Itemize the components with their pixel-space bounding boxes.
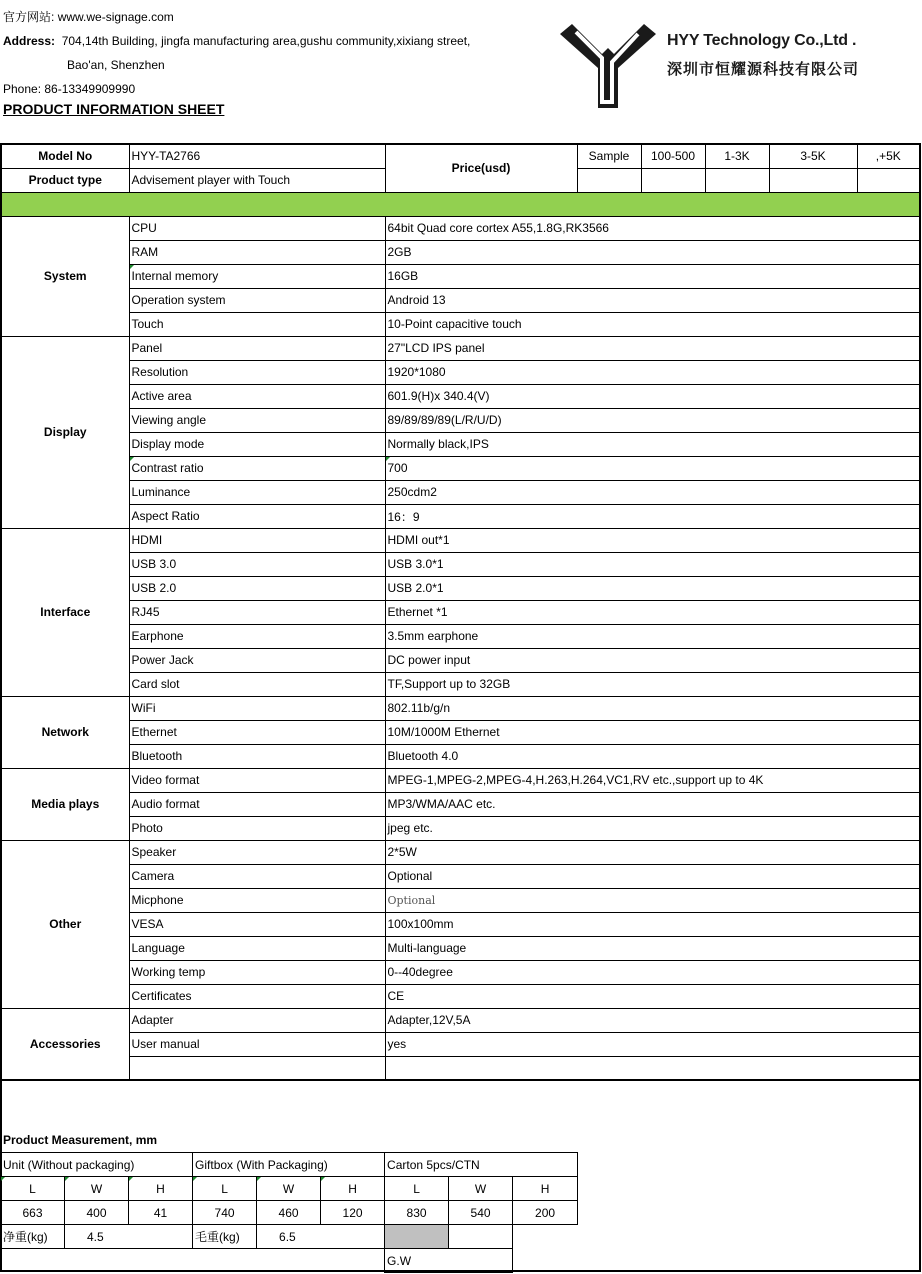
spec-value: 16：9 (385, 504, 920, 528)
dim-value: 460 (257, 1201, 321, 1225)
spec-value: Ethernet *1 (385, 600, 920, 624)
website-line (3, 10, 174, 24)
spec-row (1, 936, 920, 960)
type-value: Advisement player with Touch (129, 168, 385, 192)
grey-cell (385, 1225, 449, 1249)
website-link[interactable]: www.we-signage.com (57, 10, 174, 24)
company-name-cn: 深圳市恒耀源科技有限公司 (667, 61, 860, 78)
spec-value: Optional (385, 888, 920, 912)
spec-name: Card slot (129, 672, 385, 696)
spec-value: TF,Support up to 32GB (385, 672, 920, 696)
spec-row (1, 456, 920, 480)
gross-weight-label: 毛重(kg) (193, 1225, 257, 1249)
spec-value: Adapter,12V,5A (385, 1008, 920, 1032)
spec-row (1, 960, 920, 984)
spec-row (1, 576, 920, 600)
spec-value: Android 13 (385, 288, 920, 312)
price-cell (577, 168, 641, 192)
dim-value: 740 (193, 1201, 257, 1225)
spec-value: USB 3.0*1 (385, 552, 920, 576)
spec-name: RJ45 (129, 600, 385, 624)
spec-value: 601.9(H)x 340.4(V) (385, 384, 920, 408)
spec-name: Operation system (129, 288, 385, 312)
spec-row (1, 408, 920, 432)
spec-name: Audio format (129, 792, 385, 816)
spec-name: Power Jack (129, 648, 385, 672)
spec-value: Bluetooth 4.0 (385, 744, 920, 768)
spec-row (1, 384, 920, 408)
spec-name: Panel (129, 336, 385, 360)
spec-value: 1920*1080 (385, 360, 920, 384)
spec-row (1, 240, 920, 264)
spec-row (1, 696, 920, 720)
spec-value: MPEG-1,MPEG-2,MPEG-4,H.263,H.264,VC1,RV etc.,support up to 4K (385, 768, 920, 792)
dim-label: L (385, 1177, 449, 1201)
spec-name: WiFi (129, 696, 385, 720)
dim-value: 540 (449, 1201, 513, 1225)
spec-row (1, 528, 920, 552)
price-tier-3-5k: 3-5K (769, 144, 857, 168)
measurement-table (0, 1152, 578, 1273)
spec-row (1, 480, 920, 504)
spec-name: Aspect Ratio (129, 504, 385, 528)
spec-row (1, 672, 920, 696)
category-display: Display (1, 336, 129, 528)
spec-row (1, 984, 920, 1008)
spec-value: Normally black,IPS (385, 432, 920, 456)
spec-value: MP3/WMA/AAC etc. (385, 792, 920, 816)
price-cell (769, 168, 857, 192)
spec-row (1, 648, 920, 672)
category-other: Other (1, 840, 129, 1008)
spec-name: RAM (129, 240, 385, 264)
spec-name: USB 2.0 (129, 576, 385, 600)
spec-name: Camera (129, 864, 385, 888)
spec-value: 700 (385, 456, 920, 480)
spec-value: 89/89/89/89(L/R/U/D) (385, 408, 920, 432)
price-tier-sample: Sample (577, 144, 641, 168)
category-accessories: Accessories (1, 1008, 129, 1080)
company-logo-icon (558, 12, 658, 112)
dim-value: 120 (321, 1201, 385, 1225)
net-weight-value: 4.5 (65, 1225, 193, 1249)
dim-label: W (65, 1177, 129, 1201)
net-weight-label: 净重(kg) (1, 1225, 65, 1249)
dim-label: H (321, 1177, 385, 1201)
price-cell (857, 168, 920, 192)
address-label: Address: (3, 34, 56, 48)
spec-name: Speaker (129, 840, 385, 864)
spec-row (1, 816, 920, 840)
spec-value: HDMI out*1 (385, 528, 920, 552)
section-divider (1, 192, 920, 216)
spec-name (129, 1056, 385, 1080)
spec-row (1, 600, 920, 624)
spec-value: DC power input (385, 648, 920, 672)
spec-row (1, 888, 920, 912)
spec-value: CE (385, 984, 920, 1008)
category-system: System (1, 216, 129, 336)
price-tier-100-500: 100-500 (641, 144, 705, 168)
spec-name: User manual (129, 1032, 385, 1056)
spec-value: 2GB (385, 240, 920, 264)
spec-row (1, 720, 920, 744)
spec-name: Working temp (129, 960, 385, 984)
spec-value: 27"LCD IPS panel (385, 336, 920, 360)
spec-row (1, 624, 920, 648)
dim-value: 663 (1, 1201, 65, 1225)
spec-name: Micphone (129, 888, 385, 912)
spec-row (1, 312, 920, 336)
spec-name: Resolution (129, 360, 385, 384)
spec-name: HDMI (129, 528, 385, 552)
type-label: Product type (1, 168, 129, 192)
spec-name: Active area (129, 384, 385, 408)
spec-value: Multi-language (385, 936, 920, 960)
spec-name: VESA (129, 912, 385, 936)
dim-value: 400 (65, 1201, 129, 1225)
spec-row (1, 1056, 920, 1080)
spec-row (1, 768, 920, 792)
spec-name: Contrast ratio (129, 456, 385, 480)
spec-row (1, 264, 920, 288)
spec-value: 3.5mm earphone (385, 624, 920, 648)
price-tier-1-3k: 1-3K (705, 144, 769, 168)
spec-row (1, 864, 920, 888)
price-tier-5k-plus: ,+5K (857, 144, 920, 168)
gw-label: G.W (385, 1249, 513, 1273)
model-label: Model No (1, 144, 129, 168)
spec-value: 10M/1000M Ethernet (385, 720, 920, 744)
spec-name: CPU (129, 216, 385, 240)
spec-value: 64bit Quad core cortex A55,1.8G,RK3566 (385, 216, 920, 240)
spec-row (1, 216, 920, 240)
spec-value (385, 1056, 920, 1080)
dim-value: 200 (513, 1201, 578, 1225)
carton-group-label: Carton 5pcs/CTN (385, 1153, 578, 1177)
empty-cell (1, 1249, 385, 1273)
spec-row (1, 840, 920, 864)
spec-name: Display mode (129, 432, 385, 456)
spec-row (1, 552, 920, 576)
dim-label: W (257, 1177, 321, 1201)
price-cell (641, 168, 705, 192)
gross-weight-value: 6.5 (257, 1225, 385, 1249)
dim-label: L (193, 1177, 257, 1201)
spec-name: Video format (129, 768, 385, 792)
spec-name: Internal memory (129, 264, 385, 288)
spec-name: Earphone (129, 624, 385, 648)
phone-line: Phone: 86-13349909990 (3, 82, 136, 96)
dim-value: 41 (129, 1201, 193, 1225)
model-value: HYY-TA2766 (129, 144, 385, 168)
address-line-2: Bao'an, Shenzhen (67, 58, 165, 72)
dim-label: H (129, 1177, 193, 1201)
spec-name: Adapter (129, 1008, 385, 1032)
empty-cell (449, 1225, 513, 1249)
sheet-title: PRODUCT INFORMATION SHEET (3, 101, 225, 117)
spec-name: Viewing angle (129, 408, 385, 432)
spec-name: Luminance (129, 480, 385, 504)
spec-name: Language (129, 936, 385, 960)
empty-cell (513, 1225, 578, 1249)
spec-value: jpeg etc. (385, 816, 920, 840)
dim-label: H (513, 1177, 578, 1201)
spec-row (1, 792, 920, 816)
spec-name: Ethernet (129, 720, 385, 744)
empty-cell (513, 1249, 578, 1273)
price-cell (705, 168, 769, 192)
spec-name: Certificates (129, 984, 385, 1008)
spec-row (1, 432, 920, 456)
spec-value: 2*5W (385, 840, 920, 864)
spec-row (1, 336, 920, 360)
spec-value: 802.11b/g/n (385, 696, 920, 720)
dim-label: W (449, 1177, 513, 1201)
address-text-1: 704,14th Building, jingfa manufacturing area,gushu community,xixiang street, (61, 34, 471, 48)
spec-name: Photo (129, 816, 385, 840)
spec-row (1, 288, 920, 312)
address-line (3, 34, 470, 48)
giftbox-group-label: Giftbox (With Packaging) (193, 1153, 385, 1177)
unit-group-label: Unit (Without packaging) (1, 1153, 193, 1177)
spec-row (1, 1008, 920, 1032)
company-name-en: HYY Technology Co.,Ltd . (667, 32, 857, 49)
spec-row (1, 504, 920, 528)
spec-value: 0--40degree (385, 960, 920, 984)
measurement-title: Product Measurement, mm (3, 1133, 158, 1147)
spec-value: 250cdm2 (385, 480, 920, 504)
spec-value: USB 2.0*1 (385, 576, 920, 600)
spec-value: yes (385, 1032, 920, 1056)
spec-row (1, 912, 920, 936)
dim-label: L (1, 1177, 65, 1201)
spec-value: 100x100mm (385, 912, 920, 936)
price-label: Price(usd) (385, 144, 577, 192)
spec-row (1, 744, 920, 768)
spec-table (0, 143, 921, 1081)
category-media: Media plays (1, 768, 129, 840)
spec-value: 16GB (385, 264, 920, 288)
spec-name: USB 3.0 (129, 552, 385, 576)
spec-row (1, 1032, 920, 1056)
spec-row (1, 360, 920, 384)
category-interface: Interface (1, 528, 129, 696)
spec-name: Bluetooth (129, 744, 385, 768)
website-label: 官方网站: (3, 10, 55, 24)
spec-value: Optional (385, 864, 920, 888)
spec-name: Touch (129, 312, 385, 336)
dim-value: 830 (385, 1201, 449, 1225)
category-network: Network (1, 696, 129, 768)
spec-value: 10-Point capacitive touch (385, 312, 920, 336)
